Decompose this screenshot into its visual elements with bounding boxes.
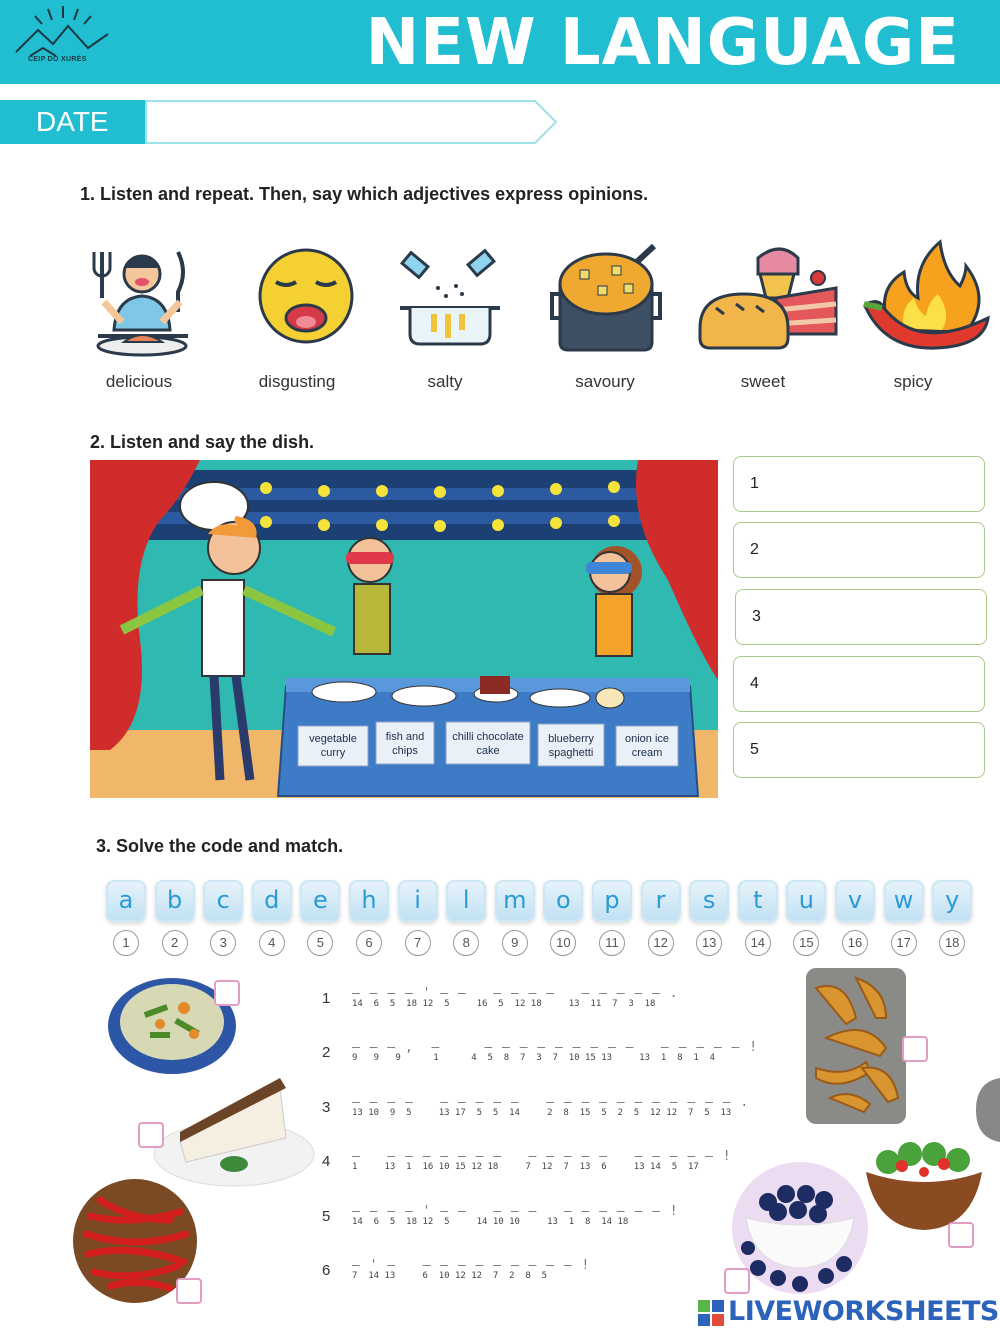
section3-heading: 3. Solve the code and match. — [96, 836, 344, 856]
code-digits: 7 14 13 6 10 12 12 7 2 8 5 — [352, 1271, 548, 1281]
code-number: 16 — [842, 930, 868, 956]
tasting-show-illustration — [90, 460, 718, 798]
adjective-label-spicy: spicy — [893, 372, 933, 391]
code-letter-key: a — [106, 880, 146, 922]
chilli-fire-icon — [860, 238, 990, 366]
dish-label-2-line2: chips — [392, 745, 418, 757]
page-title: NEW LANGUAGE — [365, 6, 960, 80]
answer-number: 5 — [750, 741, 759, 758]
code-letter-key: c — [203, 880, 243, 922]
code-number: 10 — [550, 930, 576, 956]
adjective-label-disgusting: disgusting — [258, 372, 336, 391]
code-letter-key: w — [884, 880, 924, 922]
adjective-delicious — [80, 238, 200, 366]
code-row[interactable] — [352, 986, 679, 1009]
code-digits: 14 6 5 18 12 5 14 10 10 13 1 8 14 18 — [352, 1216, 629, 1227]
code-row[interactable] — [352, 1040, 758, 1063]
code-answer-blanks[interactable]: — — — , — — — — — — — — — — — — — — — ! — [352, 1040, 759, 1056]
code-letter-key: d — [252, 880, 292, 922]
code-row-number: 4 — [322, 1153, 331, 1171]
code-number: 2 — [162, 930, 188, 956]
code-number: 17 — [891, 930, 917, 956]
answer-box-3[interactable] — [735, 589, 987, 645]
match-checkbox-soup[interactable] — [214, 980, 240, 1006]
code-answer-blanks[interactable]: — — — — ' — — — — — — — — — — — ! — [352, 1203, 679, 1219]
plate-edge-photo — [970, 1078, 1000, 1142]
code-row-number: 6 — [322, 1262, 331, 1279]
code-answer-blanks[interactable]: — ' — — — — — — — — — — ! — [352, 1258, 591, 1273]
dish-label-1-line1: vegetable — [309, 733, 357, 745]
code-answer-blanks[interactable]: — — — — — — — — — — — — — — — — — — ! — [352, 1149, 732, 1165]
dish-label-5-line2: cream — [631, 747, 663, 759]
cake-icon — [696, 238, 846, 366]
code-row[interactable] — [352, 1149, 732, 1172]
answer-box-2[interactable] — [733, 522, 985, 578]
answer-box-5[interactable] — [733, 722, 985, 778]
dish-label-3-line2: cake — [476, 745, 500, 757]
code-number: 9 — [502, 930, 528, 956]
date-label: DATE — [36, 106, 109, 137]
adjective-spicy — [860, 238, 980, 366]
adjective-disgusting — [246, 238, 366, 366]
date-field[interactable] — [150, 102, 530, 142]
code-letter-key: i — [398, 880, 438, 922]
code-number: 7 — [405, 930, 431, 956]
code-row-number: 5 — [322, 1207, 331, 1225]
code-letter-key: b — [155, 880, 195, 922]
code-letter-key: v — [835, 880, 875, 922]
code-letter-key: r — [641, 880, 681, 922]
answer-number: 3 — [752, 608, 761, 625]
code-letter-key: l — [446, 880, 486, 922]
salt-pot-icon — [390, 238, 510, 366]
dish-label-3-line1: chilli chocolate — [452, 731, 524, 743]
dish-label-5-line1: onion ice — [624, 733, 670, 745]
code-digits: 14 6 5 18 12 5 16 5 12 18 13 11 7 3 18 — [352, 999, 656, 1009]
code-letter-key: o — [543, 880, 583, 922]
answer-box-1[interactable] — [733, 456, 985, 512]
dish-label-2-line1: fish and — [385, 731, 425, 743]
salad-photo — [862, 1132, 986, 1236]
code-number: 5 — [307, 930, 333, 956]
code-letter-key: e — [300, 880, 340, 922]
match-checkbox-chillies[interactable] — [176, 1278, 202, 1304]
code-row-number: 3 — [322, 1098, 331, 1116]
adjective-salty — [390, 238, 510, 366]
stew-pot-icon — [546, 238, 666, 366]
cheesecake-photo — [150, 1072, 320, 1192]
disgusted-face-icon — [246, 238, 366, 366]
school-logo — [8, 4, 118, 80]
diner-icon — [80, 238, 200, 366]
code-letter-key: t — [738, 880, 778, 922]
adjective-label-savoury: savoury — [575, 372, 635, 391]
code-answer-blanks[interactable]: — — — — ' — — — — — — — — — — — . — [352, 986, 679, 1001]
match-checkbox-salad[interactable] — [948, 1222, 974, 1248]
answer-box-4[interactable] — [733, 656, 985, 712]
code-number: 14 — [745, 930, 771, 956]
code-letter-key: y — [932, 880, 972, 922]
code-number: 4 — [259, 930, 285, 956]
adjective-label-sweet: sweet — [740, 372, 786, 391]
adjective-label-delicious: delicious — [105, 372, 173, 391]
code-digits: 13 10 9 5 13 17 5 5 14 2 8 15 5 2 5 12 12 7 5 13 — [352, 1107, 732, 1118]
code-letter-key: p — [592, 880, 632, 922]
code-number: 6 — [356, 930, 382, 956]
section2-heading: 2. Listen and say the dish. — [90, 432, 315, 452]
code-row-number: 2 — [322, 1044, 331, 1062]
code-answer-blanks[interactable]: — — — — — — — — — — — — — — — — — — — — . — [352, 1094, 750, 1110]
code-number: 13 — [696, 930, 722, 956]
dish-label-1-line2: curry — [320, 747, 346, 759]
dish-label-4-line1: blueberry — [548, 733, 594, 745]
answer-number: 1 — [750, 475, 759, 492]
match-checkbox-wedges[interactable] — [902, 1036, 928, 1062]
code-number: 8 — [453, 930, 479, 956]
adjective-label-salty: salty — [427, 372, 463, 391]
adjective-savoury — [546, 238, 666, 366]
answer-number: 2 — [750, 541, 759, 558]
code-number: 12 — [648, 930, 674, 956]
code-number: 15 — [793, 930, 819, 956]
code-digits: 1 13 1 16 10 15 12 18 7 12 7 13 6 13 14 5 17 — [352, 1162, 699, 1173]
code-letter-key: m — [495, 880, 535, 922]
code-letter-key: u — [786, 880, 826, 922]
liveworksheets-brand: LIVEWORKSHEETS — [728, 1296, 999, 1327]
section1-heading: 1. Listen and repeat. Then, say which adjectives express opinions. — [80, 184, 649, 204]
match-checkbox-blueberries[interactable] — [724, 1268, 750, 1294]
code-row[interactable] — [352, 1204, 679, 1227]
code-row[interactable] — [352, 1095, 749, 1118]
code-number: 3 — [210, 930, 236, 956]
match-checkbox-cheesecake[interactable] — [138, 1122, 164, 1148]
code-row[interactable] — [352, 1258, 590, 1281]
logo-text: CEIP DO XURÉS — [28, 56, 87, 63]
dish-label-4-line2: spaghetti — [548, 747, 594, 759]
liveworksheets-logo-icon — [698, 1300, 724, 1326]
adjective-sweet — [696, 238, 816, 366]
code-number: 11 — [599, 930, 625, 956]
potato-wedges-photo — [806, 968, 906, 1124]
code-number: 1 — [113, 930, 139, 956]
code-letter-key: s — [689, 880, 729, 922]
code-letter-key: h — [349, 880, 389, 922]
answer-number: 4 — [750, 675, 759, 692]
code-digits: 9 9 9 1 4 5 8 7 3 7 10 15 13 13 1 8 1 4 — [352, 1053, 716, 1064]
code-number: 18 — [939, 930, 965, 956]
code-row-number: 1 — [322, 990, 331, 1007]
